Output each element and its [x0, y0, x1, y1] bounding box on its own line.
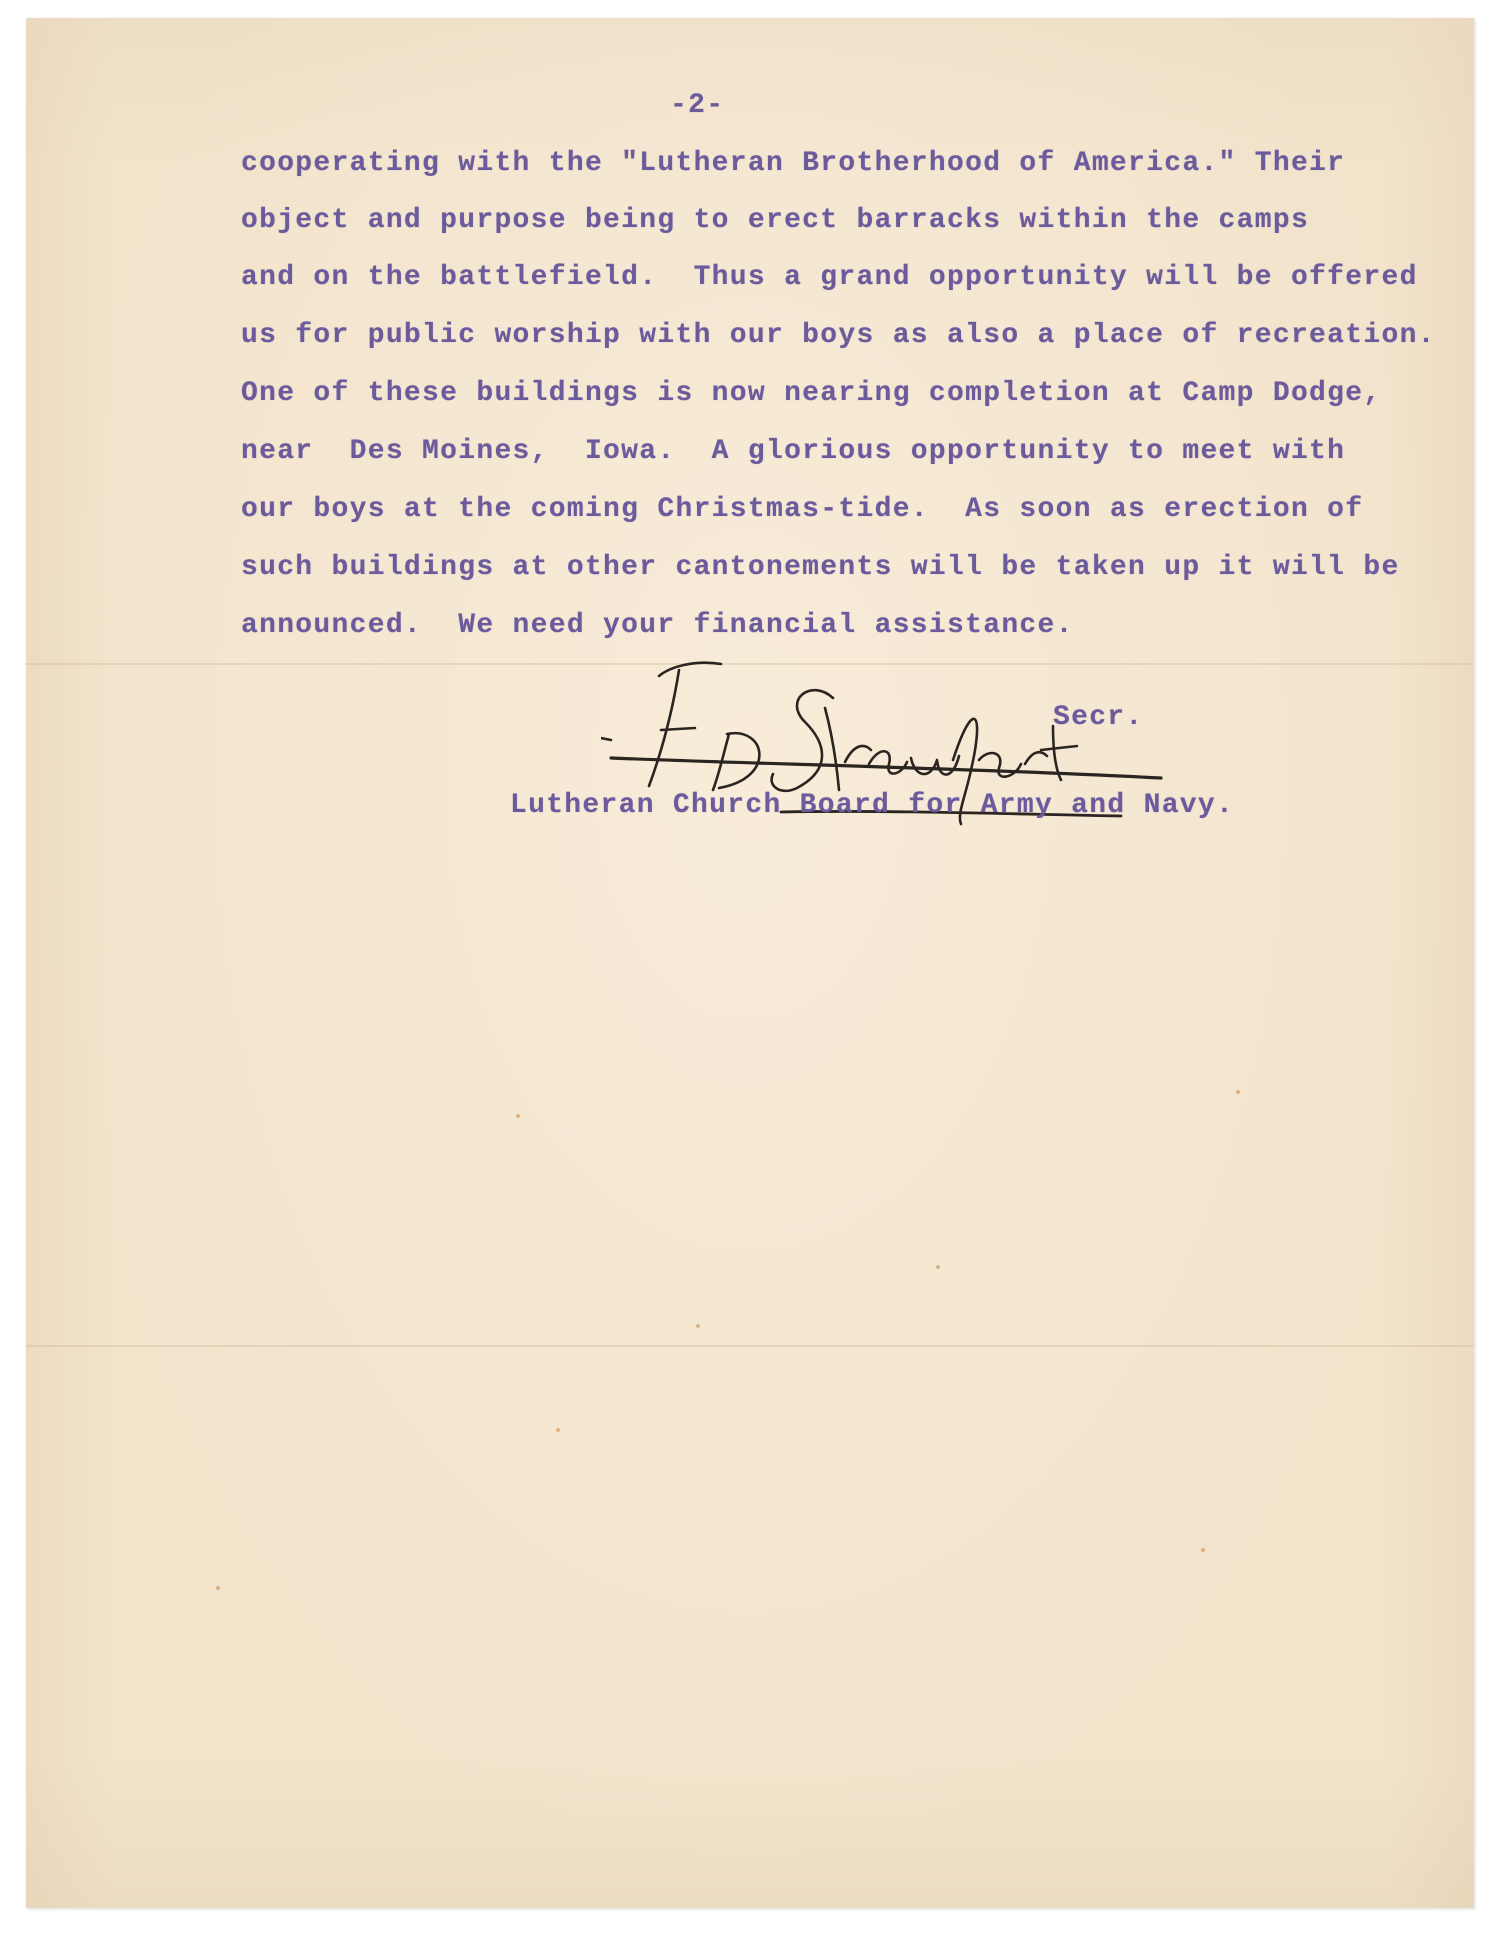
body-line: announced. We need your financial assistance. [241, 610, 1074, 641]
signer-title: Secr. [1053, 702, 1144, 733]
body-line: such buildings at other cantonements will be taken up it will be [241, 552, 1400, 583]
body-line: and on the battlefield. Thus a grand opportunity will be offered [241, 262, 1418, 293]
body-line: near Des Moines, Iowa. A glorious opportunity to meet with [241, 436, 1346, 467]
paper-speck [936, 1265, 940, 1269]
body-line: cooperating with the "Lutheran Brotherhood of America." Their [241, 148, 1346, 179]
letter-page [26, 18, 1474, 1908]
body-line: our boys at the coming Christmas-tide. As soon as erection of [241, 494, 1364, 525]
body-line: One of these buildings is now nearing completion at Camp Dodge, [241, 378, 1382, 409]
body-line: us for public worship with our boys as also a place of recreation. [241, 320, 1436, 351]
body-line: object and purpose being to erect barracks within the camps [241, 205, 1310, 236]
paper-speck [556, 1428, 560, 1432]
paper-speck [216, 1586, 220, 1590]
fold-crease [26, 1345, 1474, 1347]
paper-speck [1236, 1090, 1240, 1094]
paper-speck [696, 1324, 700, 1328]
organization-name: Lutheran Church Board for Army and Navy. [510, 790, 1235, 821]
paper-speck [1201, 1548, 1205, 1552]
paper-speck [516, 1114, 520, 1118]
page-number: -2- [670, 90, 725, 121]
